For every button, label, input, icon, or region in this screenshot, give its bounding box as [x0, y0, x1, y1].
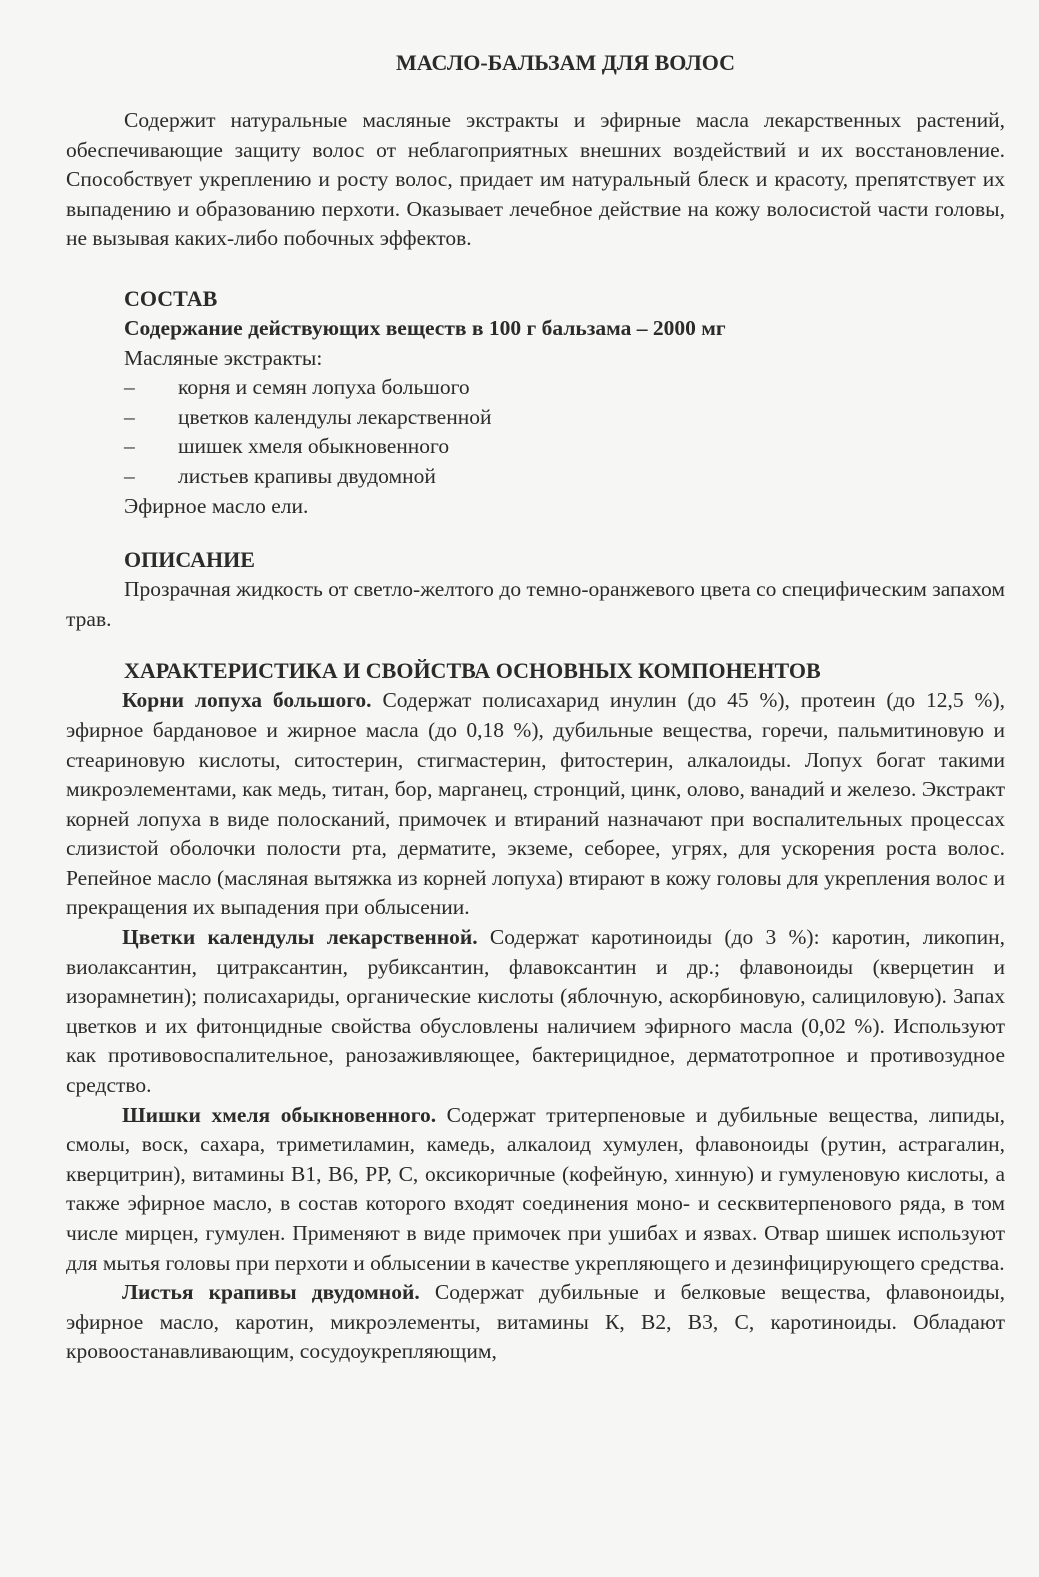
- dash-marker: –: [124, 434, 135, 459]
- component-term: Цветки календулы лекарственной.: [122, 925, 478, 950]
- list-item: [66, 403, 1005, 433]
- description-paragraph: Прозрачная жидкость от светло-желтого до темно-оранжевого цвета со специфическим запахом трав.: [66, 577, 1005, 631]
- document-title: МАСЛО-БАЛЬЗАМ ДЛЯ ВОЛОС: [395, 50, 735, 75]
- dash-marker: –: [124, 375, 135, 400]
- list-item-text: цветков календулы лекарственной: [178, 404, 492, 429]
- component-term: Листья крапивы двудомной.: [122, 1280, 420, 1305]
- component-paragraph-burdock: [66, 686, 1005, 923]
- extracts-label: Масляные экстракты:: [124, 345, 323, 370]
- component-text: Содержат каротиноиды (до 3 %): каротин, ликопин, виолаксантин, цитраксантин, рубиксантин, флавоксантин и др.; флавоноиды (кверцетин и изорамнетин); полисахариды, органические кислоты (яблочную, аскорбиновую, салициловую). Запах цветков и их фитонцидные свойства обусловлены наличием эфирного масла (0,02 %). Используют как противовоспалительное, ранозаживляющее, бактерицидное, дерматотропное и противозудное средство.: [66, 925, 1005, 1098]
- spacer: [66, 634, 1005, 656]
- characteristics-heading: ХАРАКТЕРИСТИКА И СВОЙСТВА ОСНОВНЫХ КОМПОНЕНТОВ: [124, 658, 821, 684]
- intro-paragraph: Содержит натуральные масляные экстракты и эфирные масла лекарственных растений, обеспечивающие защиту волос от неблагоприятных внешних воздействий и их восстановление. Способствует укреплению и росту волос, придает им натуральный блеск и красоту, препятствует их выпадению и образованию перхоти. Оказывает лечебное действие на кожу волосистой части головы, не вызывая каких-либо побочных эффектов.: [66, 108, 1005, 251]
- component-term: Шишки хмеля обыкновенного.: [122, 1102, 437, 1127]
- list-item-text: листьев крапивы двудомной: [178, 463, 436, 488]
- component-paragraph-hops: [66, 1101, 1005, 1279]
- description-heading: ОПИСАНИЕ: [124, 547, 255, 573]
- component-text: Содержат тритерпеновые и дубильные вещества, липиды, смолы, воск, сахара, триметиламин, камедь, алкалоид хумулен, флавоноиды (рутин, астрагалин, кверцитрин), витамины В1, В6, РР, С, оксикоричные (кофейную, хинную) и гумуленовую кислоты, а также эфирное масло, в состав которого входят соединения моно- и сесквитерпенового ряда, в том числе мирцен, гумулен. Применяют в виде примочек при ушибах и язвах. Отвар шишек используют для мытья головы при перхоти и облысении в качестве укрепляющего и дезинфицирующего средства.: [66, 1102, 1005, 1275]
- list-item: [66, 462, 1005, 492]
- composition-list: [66, 373, 1005, 491]
- spacer: [66, 254, 1005, 284]
- component-text: Содержат дубильные и белковые вещества, флавоноиды, эфирное масло, каротин, микроэлементы, витамины К, В2, В3, С, каротиноиды. Обладают кровоостанавливающим, сосудоукрепляющим,: [66, 1280, 1005, 1364]
- dash-marker: –: [124, 463, 135, 488]
- component-term: Корни лопуха большого.: [122, 688, 372, 713]
- composition-heading: СОСТАВ: [124, 285, 218, 311]
- list-item-text: корня и семян лопуха большого: [178, 375, 470, 400]
- component-paragraph-nettle: [66, 1278, 1005, 1367]
- dash-marker: –: [124, 404, 135, 429]
- list-item: [66, 432, 1005, 462]
- component-text: Содержат полисахарид инулин (до 45 %), протеин (до 12,5 %), эфирное бардановое и жирное масла (до 0,18 %), дубильные вещества, горечи, пальмитиновую и стеариновую кислоты, ситостерин, стигмастерин, фитостерин, алкалоиды. Лопух богат такими микроэлементами, как медь, титан, бор, марганец, стронций, цинк, олово, ванадий и железо. Экстракт корней лопуха в виде полосканий, примочек и втираний назначают при воспалительных процессах слизистой оболочки полости рта, дерматите, экземе, себорее, угрях, для ускорения роста волос. Репейное масло (масляная вытяжка из корней лопуха) втирают в кожу головы для укрепления волос и прекращения их выпадения при облысении.: [66, 688, 1006, 920]
- list-item-text: шишек хмеля обыкновенного: [178, 434, 450, 459]
- list-item: [66, 373, 1005, 403]
- spacer: [66, 521, 1005, 545]
- essential-oil-line: Эфирное масло ели.: [124, 493, 309, 518]
- component-paragraph-calendula: [66, 923, 1005, 1101]
- composition-subheading: Содержание действующих веществ в 100 г бальзама – 2000 мг: [124, 315, 726, 340]
